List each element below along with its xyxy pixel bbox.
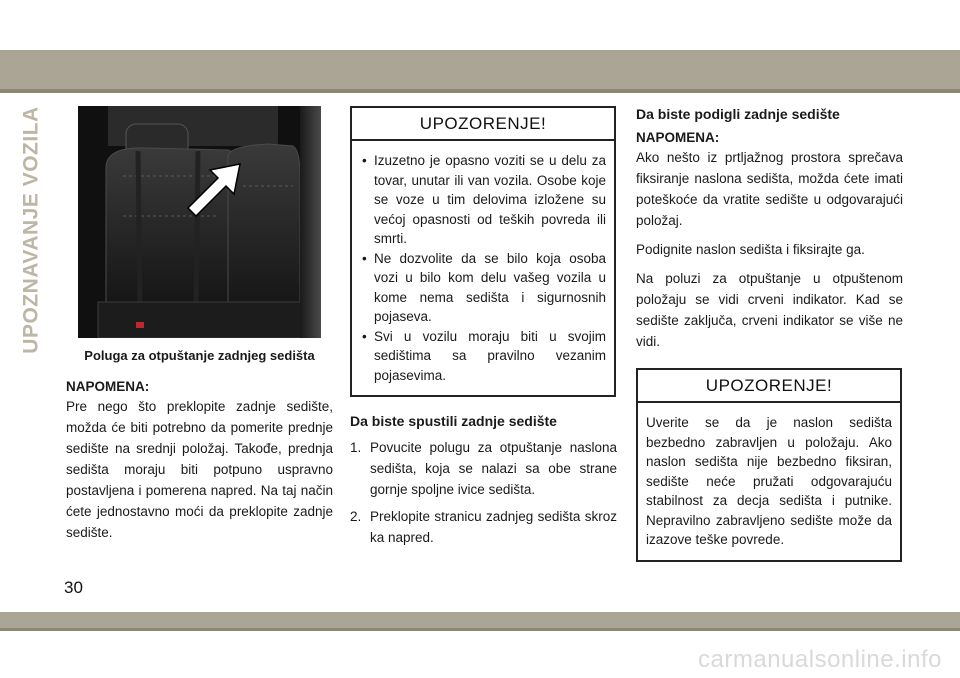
warning-title: UPOZORENJE! bbox=[352, 108, 614, 141]
section-heading-raise-seat: Da biste podigli zadnje sedište bbox=[636, 106, 840, 122]
step-number: 1. bbox=[350, 440, 362, 455]
warning-item: • Izuzetno je opasno voziti se u delu za tovar, unutar ili van vozila. Osobe koje se voze u tim delovima izložene su većoj opasnosti od teških povreda ili smrti. bbox=[360, 151, 606, 249]
step-item bbox=[350, 506, 617, 548]
warning-list bbox=[360, 151, 606, 385]
warning-item: • Ne dozvolite da se bilo koja osoba vozi u bilo kom delu vašeg vozila u kome nema sedišta i sigurnosnih pojaseva. bbox=[360, 249, 606, 327]
warning-box-cargo bbox=[350, 106, 616, 397]
note-text: Pre nego što preklopite zadnje sedište, možda će biti potrebno da pomerite prednje sedište na srednji položaj. Takođe, prednja sedišta moraju biti potpuno uspravno postavljena i pomerena napred. Na taj način ćete jednostavno moći da preklopite zadnje sedište. bbox=[66, 399, 333, 540]
step-number: 2. bbox=[350, 509, 362, 524]
warning-title: UPOZORENJE! bbox=[638, 370, 900, 403]
section-side-tab-label: UPOZNAVANJE VOZILA bbox=[20, 106, 43, 354]
header-band bbox=[0, 50, 960, 90]
paragraph: Podignite naslon sedišta i fiksirajte ga. bbox=[636, 242, 865, 257]
page-number: 30 bbox=[64, 578, 83, 597]
warning-box-latch bbox=[636, 368, 902, 562]
rear-seat-illustration bbox=[78, 106, 321, 338]
warning-body bbox=[352, 141, 614, 395]
rear-seat-photo bbox=[78, 106, 321, 338]
steps-list bbox=[350, 437, 617, 548]
photo-caption: Poluga za otpuštanje zadnjeg sedišta bbox=[84, 348, 315, 363]
column-left bbox=[66, 106, 333, 543]
column-right bbox=[636, 106, 903, 562]
warning-item: • Svi u vozilu moraju biti u svojim sedištima sa pravilno vezanim pojasevima. bbox=[360, 327, 606, 386]
paragraph: Na poluzi za otpuštanje u otpuštenom položaju se vidi crveni indikator. Kad se sedište zaključa, crveni indikator se više ne vidi. bbox=[636, 271, 903, 349]
watermark-text: carmanualsonline.info bbox=[698, 646, 942, 673]
note-text: Ako nešto iz prtljažnog prostora sprečava fiksiranje naslona sedišta, možda ćete imati poteškoće da vratite sedište u odgovarajući položaj. bbox=[636, 150, 903, 228]
footer-rule bbox=[0, 628, 960, 631]
note-heading: NAPOMENA: bbox=[66, 379, 150, 394]
section-side-tab bbox=[12, 100, 52, 360]
warning-body: Uverite se da je naslon sedišta bezbedno zabravljen u položaju. Ako naslon sedišta nije bezbedno fiksiran, sedište neće pružati odgovarajuću stabilnost za decja sedišta i putnike. Nepravilno zabravljeno sedište može da izazove teške povrede. bbox=[646, 415, 892, 547]
header-rule bbox=[0, 89, 960, 93]
step-text: Povucite polugu za otpuštanje naslona sedišta, koja se nalazi sa obe strane gornje spoljne ivice sedišta. bbox=[370, 440, 617, 497]
column-middle bbox=[350, 106, 617, 554]
section-heading-lower-seat: Da biste spustili zadnje sedište bbox=[350, 413, 557, 429]
note-heading: NAPOMENA: bbox=[636, 130, 720, 145]
step-item bbox=[350, 437, 617, 500]
step-text: Preklopite stranicu zadnjeg sedišta skroz ka napred. bbox=[370, 509, 617, 545]
